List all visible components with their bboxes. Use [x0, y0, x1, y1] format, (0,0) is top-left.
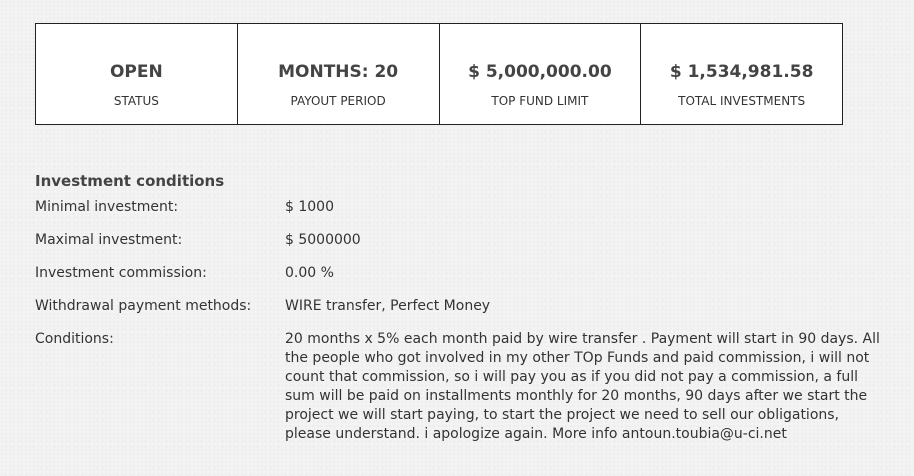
condition-value: 0.00 % — [285, 265, 334, 281]
stat-status-label: STATUS — [113, 94, 159, 108]
stat-top-fund-limit-label: TOP FUND LIMIT — [491, 94, 589, 108]
stat-status — [36, 24, 238, 124]
condition-row-maximal-investment — [35, 231, 885, 250]
condition-label: Conditions: — [35, 331, 114, 347]
condition-value: $ 5000000 — [285, 232, 361, 248]
condition-label: Minimal investment: — [35, 199, 179, 215]
stat-status-value: OPEN — [109, 62, 163, 82]
investment-conditions-title: Investment conditions — [35, 172, 225, 190]
condition-row-withdrawal-methods — [35, 297, 885, 316]
fund-stats-panel — [35, 23, 843, 125]
stat-top-fund-limit — [440, 24, 642, 124]
stat-payout-period — [238, 24, 440, 124]
condition-label: Investment commission: — [35, 265, 207, 281]
stat-total-investments — [641, 24, 842, 124]
stat-payout-period-label: PAYOUT PERIOD — [290, 94, 386, 108]
condition-row-minimal-investment — [35, 198, 885, 217]
condition-row-conditions — [35, 330, 885, 444]
condition-value: WIRE transfer, Perfect Money — [285, 298, 491, 314]
stat-payout-period-value: MONTHS: 20 — [278, 62, 399, 82]
condition-label: Maximal investment: — [35, 232, 183, 248]
conditions-text: 20 months x 5% each month paid by wire transfer . Payment will start in 90 days. All the people who got involved in my other TOp Funds and paid commission, i will not count that commission, so i will pay you as if you did not pay a commission, a full sum will be paid on installments monthly for 20 months, 90 days after we start the project we will start paying, to start the project we need to sell our obligations, please understand. i apologize again. More info antoun.toubia@u-ci.net — [285, 331, 880, 442]
stat-total-investments-label: TOTAL INVESTMENTS — [678, 94, 806, 108]
condition-row-investment-commission — [35, 264, 885, 283]
stat-top-fund-limit-value: $ 5,000,000.00 — [468, 62, 612, 82]
stat-total-investments-value: $ 1,534,981.58 — [669, 62, 814, 82]
condition-value: $ 1000 — [285, 199, 334, 215]
investment-conditions-section — [35, 170, 885, 458]
condition-label: Withdrawal payment methods: — [35, 298, 252, 314]
